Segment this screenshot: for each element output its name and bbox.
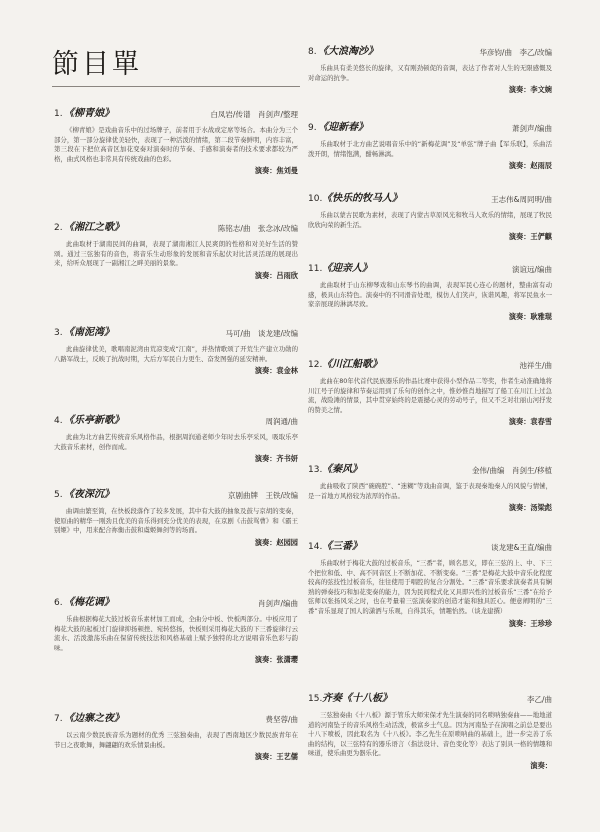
- program-description: 此曲旋律优美，歌唱南泥湾由荒凉变成“江南”，并热情歌颂了开荒生产建立功勋的八路军战士，反映了抗战时期，大后方军民自力更生、奋发图强的延安精神。: [54, 345, 298, 363]
- program-item: [308, 359, 552, 427]
- program-header: [54, 597, 298, 610]
- performer-label: 演奏：: [254, 655, 277, 665]
- program-performer: [308, 760, 552, 771]
- program-item: [308, 193, 552, 242]
- program-number: 11.: [308, 264, 323, 274]
- program-description: 此曲为北方曲艺传统音乐风格作品，根据周润通老师少年时去乐亭采风，吸取乐亭大鼓音乐素材，创作而成。: [54, 433, 298, 451]
- program-description: 此曲取材于湖南民间的曲调，表现了湖南湘江人民爽朗的性格和对美好生活的赞颂。通过三弦独有的音色，将音乐生动形象的发展和音乐起伏对比活灵活现的展现出来，给听众展现了一副湘江之畔美丽的景象。: [54, 240, 298, 268]
- program-header: [308, 263, 552, 276]
- program-performer: [308, 231, 552, 242]
- program-title: 《川江船歌》: [322, 359, 382, 370]
- performer-name: 李文婉: [530, 85, 552, 95]
- program-item: [308, 693, 552, 771]
- performer-name: 张潇璎: [276, 655, 298, 665]
- program-description: 乐曲取材于北方曲艺说唱音乐中的“新梅花调”及“单弦”牌子曲【军乐联】，乐曲活泼开朗，情绪饱满，酣畅淋漓。: [308, 140, 552, 158]
- program-credit: 李乙/曲: [526, 695, 552, 704]
- program-title: 《大浪淘沙》: [318, 46, 378, 57]
- program-header: [54, 713, 298, 726]
- program-performer: [54, 270, 298, 281]
- program-title: 《秦风》: [322, 464, 362, 475]
- program-performer: [54, 365, 298, 376]
- performer-name: 王珍珍: [530, 618, 552, 628]
- program-description: 曲调由繁至简，在快板段落作了较多发展，其中有大鼓的抽象及鼓与京胡的变奏，使原曲的精华一刚劲且优美的音乐得到充分优美的表现，在京剧《击鼓骂曹》和《霸王别姬》中，用来配合祢衡击鼓和虞姬舞剑等的场面。: [54, 507, 298, 535]
- performer-label: 演奏：: [508, 311, 531, 321]
- performer-label: 演奏：: [254, 454, 277, 464]
- performer-label: 演奏：: [508, 232, 531, 242]
- program-credit: 金伟/曲编 肖剑生/移植: [471, 466, 552, 475]
- program-performer: [308, 84, 552, 95]
- performer-name: 赵雨辰: [530, 161, 552, 171]
- program-description: 以云南少数民族音乐为题材的优秀 三弦独奏曲，表现了西南地区少数民族青年在节日之夜歌舞，舞翩翩的欢乐情景曲板。: [54, 731, 298, 749]
- program-title: 《三番》: [322, 541, 362, 552]
- performer-label: 演奏：: [508, 85, 531, 95]
- program-credit: 周润通/曲: [265, 417, 298, 426]
- performer-label: 演奏：: [530, 760, 552, 770]
- program-item: [54, 713, 298, 762]
- program-description: 乐曲以蒙古民歌为素材，表现了内蒙古草原风光和牧马人欢乐的情绪，展现了牧民欣欣向荣的新生活。: [308, 211, 552, 229]
- program-item: [54, 327, 298, 376]
- performer-name: 齐书妍: [276, 454, 298, 464]
- program-title: 《快乐的牧马人》: [322, 193, 402, 204]
- program-title: 《梅花调》: [64, 597, 114, 608]
- performer-label: 演奏：: [508, 503, 531, 513]
- program-header: [54, 108, 298, 121]
- program-number: 2.: [54, 223, 63, 233]
- program-description: 此曲在80年代首代民族器乐的作品比赛中获得小型作品二等奖，作者生动准确地将川江号子的旋律和节奏运用到了乐句的创作之中，惟妙惟肖地描写了船工在川江上过急流，战险滩的情景，其中贯穿始终的是震撼心灵的劳动号子，但又不乏对壮丽山河抒发的赞美之情。: [308, 377, 552, 414]
- program-title: 齐奏《十八板》: [322, 693, 392, 704]
- program-description: 《柳青娘》是戏曲音乐中的过场牌子，前者用于水战或定席等场合。本曲分为三个部分，第一部分旋律优美轻快，表现了一种活泼的情绪，第二段节奏鲜明，内容丰富，第三段在下把位高音区加花变奏对演奏时的节奏、手感和演奏者的技术要求都较为严格，曲式风格也非常具有传统戏曲的色彩。: [54, 126, 298, 163]
- program-performer: [54, 537, 298, 548]
- program-item: [308, 46, 552, 95]
- program-item: [54, 108, 298, 176]
- performer-name: 焦刘曼: [276, 166, 298, 176]
- program-performer: [308, 311, 552, 322]
- performer-name: 王艺儒: [276, 752, 298, 762]
- program-header: [54, 222, 298, 235]
- program-number: 8.: [308, 47, 317, 57]
- program-description: 乐曲根据梅花大鼓过板音乐素材加工而成，全曲分中板、快板两部分。中板应用了梅花大鼓的起板过门旋律抑扬顿挫、宛转悠扬，快板则采用梅花大鼓的下三番旋律行云流水、活泼激荡乐曲在保留传统技法和风格基础上赋予独特的北方说唱音乐色彩与韵味。: [54, 615, 298, 652]
- performer-label: 演奏：: [508, 161, 531, 171]
- program-title: 《迎亲人》: [322, 263, 372, 274]
- program-description: 三弦独奏曲《十八板》源于管乐大师宋保才先生演奏的同名唢呐独奏曲——地地道道的河南坠子的音乐风格生动活泼，极富乡土气息。因为河南坠子在演唱之前总是要出十八下喷板，因此取名为《十八板》。李乙先生在原唢呐曲的基础上，进一步完善了乐曲的结构，以三弦特有的器乐语言（指法设计、音色变化等）表达了别具一格的情趣和味道，使乐曲更为器乐化。: [308, 711, 552, 758]
- program-description: 乐曲取材于梅花大鼓的过板音乐，“三番”者，顾名思义，即在三弦的上、中、下三个把位和低、中、高不同音区上不断加花、不断变奏。“三番”是梅花大鼓中音乐化程度较高的弦技性过板音乐，往往使用于唱腔的复合分割处。“三番”音乐要求演奏者具有娴熟的弹奏技巧和加花变奏的能力，因为民间程式化又具即兴性的过板音乐“三番”在给予弦师以张扬风采之时，也在考量着三弦演奏家的创造才能和独具匠心。便意阐明的“三番”音乐显现了国人的潇洒与乐观，自得其乐，情趣怡然。（谈龙建撰）: [308, 559, 552, 615]
- program-credit: 京剧曲牌 王铁/改编: [227, 491, 298, 500]
- program-title: 《乐亭新歌》: [64, 415, 124, 426]
- program-header: [308, 693, 552, 706]
- title-rule: [52, 86, 300, 87]
- program-title: 《柳青娘》: [64, 108, 114, 119]
- program-number: 14.: [308, 542, 323, 552]
- performer-label: 演奏：: [254, 270, 277, 280]
- program-credit: 池祥生/曲: [519, 361, 552, 370]
- program-performer: [308, 618, 552, 629]
- program-title: 《湘江之歌》: [64, 222, 124, 233]
- program-credit: 演谊远/编曲: [511, 265, 552, 274]
- performer-name: 赵园园: [276, 537, 298, 547]
- program-number: 10.: [308, 194, 323, 204]
- program-credit: 白凤岩/传谱 肖剑声/整理: [210, 110, 298, 119]
- program-credit: 王志伟&周同明/曲: [491, 195, 552, 204]
- program-header: [54, 327, 298, 340]
- program-credit: 陈铭志/曲 张念冰/改编: [217, 224, 298, 233]
- program-number: 15.: [308, 694, 323, 704]
- performer-label: 演奏：: [508, 417, 531, 427]
- program-performer: [308, 160, 552, 171]
- program-item: [54, 222, 298, 281]
- program-item: [308, 541, 552, 629]
- program-credit: 费坚蓉/曲: [265, 715, 298, 724]
- performer-label: 演奏：: [254, 166, 277, 176]
- program-performer: [54, 654, 298, 665]
- program-item: [54, 489, 298, 548]
- program-description: 此曲取材于山东柳琴戏和山东琴书的曲调，表现军民心连心的题材，整曲富有动感，极具山东特色。演奏中的不同滑音处理，模仿人们笑声，诙谐风趣，将军民鱼水一家亲展现的淋漓尽致。: [308, 281, 552, 309]
- program-number: 7.: [54, 714, 63, 724]
- program-title: 《夜深沉》: [64, 489, 114, 500]
- program-performer: [308, 416, 552, 427]
- performer-name: 汤梁彪: [530, 503, 552, 513]
- program-title: 《迎新春》: [318, 122, 368, 133]
- program-title: 《边寨之夜》: [64, 713, 124, 724]
- performer-label: 演奏：: [254, 537, 277, 547]
- program-description: 乐曲具有柔美悠长的旋律，又有刚劲顿促的音调，表达了作者对人生的无限感慨及对命运的抗争。: [308, 64, 552, 82]
- program-header: [308, 122, 552, 135]
- program-item: [54, 597, 298, 665]
- program-title: 《南泥湾》: [64, 327, 114, 338]
- program-number: 12.: [308, 360, 323, 370]
- program-item: [308, 464, 552, 513]
- program-header: [54, 489, 298, 502]
- performer-label: 演奏：: [508, 618, 531, 628]
- program-number: 3.: [54, 328, 63, 338]
- program-performer: [308, 502, 552, 513]
- program-header: [54, 415, 298, 428]
- program-number: 5.: [54, 490, 63, 500]
- program-item: [308, 263, 552, 322]
- program-number: 9.: [308, 123, 317, 133]
- program-number: 13.: [308, 465, 323, 475]
- program-credit: 萧剑声/编曲: [511, 124, 552, 133]
- program-credit: 谈龙建&王直/编曲: [491, 543, 552, 552]
- performer-name: 袁金林: [276, 366, 298, 376]
- program-header: [308, 359, 552, 372]
- program-description: 此曲吸收了陕西“碗碗腔”、“迷糊”等戏曲音调，鉴于表现秦地秦人的风貌与情愫，是一首地方风格较为浓厚的作品。: [308, 482, 552, 500]
- program-header: [308, 541, 552, 554]
- program-number: 4.: [54, 416, 63, 426]
- performer-name: 袁春雪: [530, 417, 552, 427]
- program-credit: 马可/曲 谈龙建/改编: [225, 329, 298, 338]
- program-item: [54, 415, 298, 464]
- program-number: 6.: [54, 598, 63, 608]
- performer-label: 演奏：: [254, 752, 277, 762]
- program-header: [308, 46, 552, 59]
- performer-label: 演奏：: [254, 366, 277, 376]
- program-item: [308, 122, 552, 171]
- performer-name: 王俨麒: [530, 232, 552, 242]
- program-credit: 华彦钧/曲 李乙/改编: [479, 48, 552, 57]
- page-title: 節目單: [52, 49, 142, 80]
- program-performer: [54, 165, 298, 176]
- program-number: 1.: [54, 109, 63, 119]
- program-header: [308, 193, 552, 206]
- program-performer: [54, 453, 298, 464]
- program-credit: 肖剑声/编曲: [257, 599, 298, 608]
- performer-name: 耿雅琨: [530, 311, 552, 321]
- program-performer: [54, 751, 298, 762]
- program-header: [308, 464, 552, 477]
- performer-name: 吕雨欣: [276, 270, 298, 280]
